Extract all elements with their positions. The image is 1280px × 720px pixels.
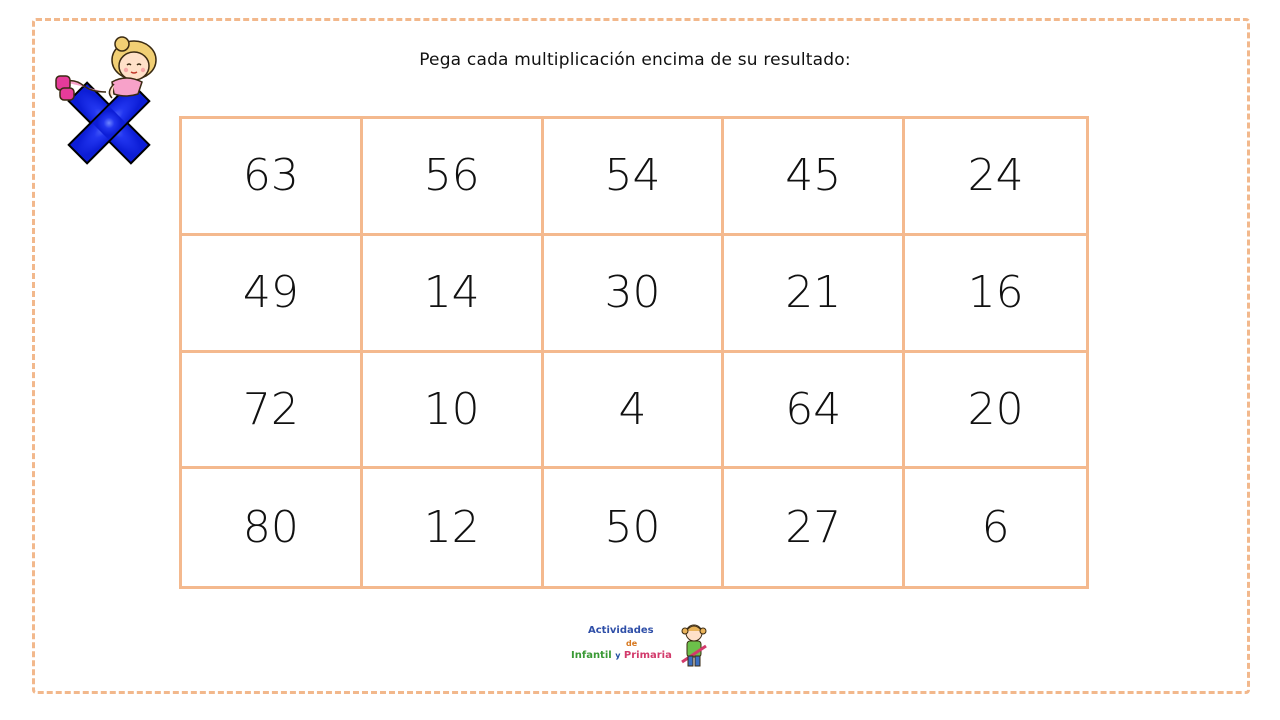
grid-cell: 72	[182, 353, 363, 470]
site-logo	[568, 618, 718, 674]
grid-cell: 4	[544, 353, 725, 470]
logo-line-1: Actividades	[588, 625, 654, 636]
grid-cell: 63	[182, 119, 363, 236]
logo-word-y: y	[615, 651, 621, 660]
grid-cell: 50	[544, 469, 725, 586]
logo-line-2: de	[626, 639, 638, 648]
grid-cell: 49	[182, 236, 363, 353]
grid-cell: 16	[905, 236, 1086, 353]
answer-grid	[179, 116, 1089, 589]
grid-cell: 14	[363, 236, 544, 353]
logo-kid-mascot-icon	[678, 622, 710, 668]
logo-line-3	[571, 651, 672, 661]
instruction-text: Pega cada multiplicación encima de su resultado:	[419, 50, 851, 70]
grid-cell: 10	[363, 353, 544, 470]
grid-cell: 56	[363, 119, 544, 236]
grid-cell: 6	[981, 502, 1010, 554]
grid-cell: 45	[724, 119, 905, 236]
grid-cell: 20	[905, 353, 1086, 470]
grid-cell: 80	[182, 469, 363, 586]
logo-word-infantil: Infantil	[571, 650, 612, 661]
grid-cell: 64	[724, 353, 905, 470]
logo-word-primaria: Primaria	[623, 650, 672, 661]
grid-cell: 21	[724, 236, 905, 353]
grid-cell: 12	[363, 469, 544, 586]
grid-cell: 54	[544, 119, 725, 236]
grid-cell: 24	[905, 119, 1086, 236]
grid-cell: 30	[544, 236, 725, 353]
grid-cell: 27	[724, 469, 905, 586]
